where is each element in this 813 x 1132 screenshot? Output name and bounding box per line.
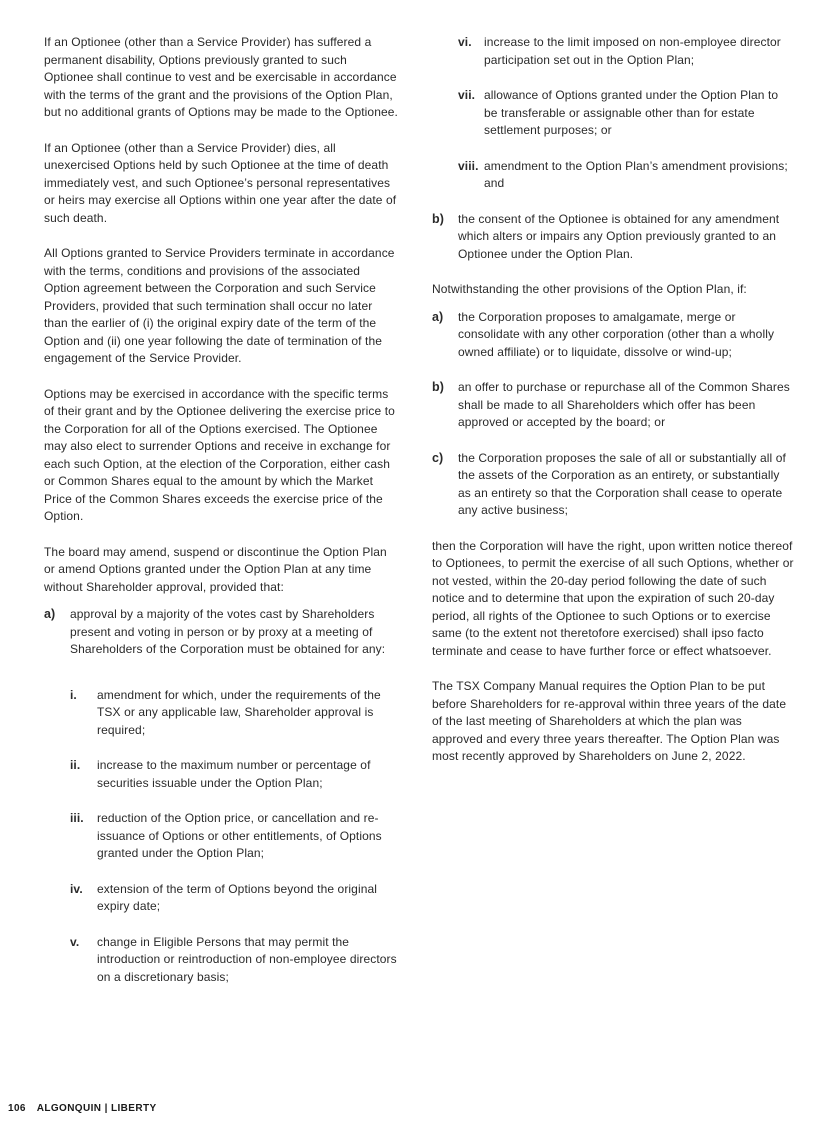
condition-item-a xyxy=(432,309,794,362)
paragraph-then: then the Corporation will have the right, upon written notice thereof to Optionees, to permit the exercise of all such Options, whether or not vested, within the 20-day period following the date of such notice and to determine that upon the expiration of such 20-day period, all rights of the Optionee to such Options or to exercise same (to the extent not theretofore exercised) shall ipso facto terminate and cease to have further force or effect whatsoever. xyxy=(432,538,794,658)
paragraph-service-providers: All Options granted to Service Providers terminate in accordance with the terms, conditions and provisions of the associated Option agreement between the Corporation and such Service Providers, provided that such termination shall occur no later than the earlier of (i) the original expiry date of the term of the Option and (ii) one year following the date of termination of the engagement of the Service Provider. xyxy=(44,246,395,365)
paragraph-notwithstanding: Notwithstanding the other provisions of the Option Plan, if: xyxy=(432,282,747,296)
paragraph-exercise: Options may be exercised in accordance with the specific terms of their grant and by the Optionee delivering the exercise price to the Corporation for all of the Options exercised. The Optionee may also elect to surrender Options and receive in exchange for each such Option, at the election of the Corporation, either cash or Common Shares equal to the amount by which the Market Price of the Common Shares exceeds the exercise price of the Option. xyxy=(44,386,395,523)
page-number: 106 xyxy=(8,1103,26,1114)
sub-item-marker: i. xyxy=(70,687,77,702)
list-marker: b) xyxy=(432,211,444,226)
condition-item-c xyxy=(432,450,794,520)
sub-item-text: increase to the limit imposed on non-employee director participation set out in the Option Plan; xyxy=(484,35,781,67)
sub-item-i xyxy=(70,687,399,740)
sub-item-marker: iii. xyxy=(70,811,84,825)
condition-text: the Corporation proposes the sale of all or substantially all of the assets of the Corporation as an entirety, or substantially as an entirety so that the Corporation shall cease to operate any active business; xyxy=(458,450,786,517)
footer-brand: ALGONQUIN | LIBERTY xyxy=(36,1103,157,1114)
condition-text: the Corporation proposes to amalgamate, merge or consolidate with any other corporation (other than a wholly owned affiliate) or to liquidate, dissolve or wind-up; xyxy=(458,309,775,359)
paragraph-tsx: The TSX Company Manual requires the Option Plan to be put before Shareholders for re-approval within three years of the date of the last meeting of Shareholders at which the plan was approved and every three years thereafter. The Option Plan was most recently approved by Shareholders on June 2, 2022. xyxy=(432,679,787,763)
sub-item-text: extension of the term of Options beyond the original expiry date; xyxy=(97,881,378,913)
list-item-text: approval by a majority of the votes cast by Shareholders present and voting in person or by proxy at a meeting of Shareholders of the Corporation must be obtained for any: xyxy=(70,607,386,656)
condition-marker: c) xyxy=(432,450,444,465)
sub-item-marker: iv. xyxy=(70,881,83,896)
sub-item-marker: ii. xyxy=(70,758,81,772)
sub-item-marker: vii. xyxy=(458,88,476,102)
condition-marker: a) xyxy=(432,309,444,324)
sub-item-text: allowance of Options granted under the Option Plan to be transferable or assignable other than for estate settlement purposes; or xyxy=(484,88,779,137)
sub-item-text: amendment for which, under the requirements of the TSX or any applicable law, Shareholder approval is required; xyxy=(97,687,381,737)
condition-item-b xyxy=(432,379,794,432)
sub-item-vi xyxy=(458,34,794,69)
condition-text: an offer to purchase or repurchase all of the Common Shares shall be made to all Shareholders which offer has been approved or accepted by the board; or xyxy=(458,380,790,429)
sub-item-viii xyxy=(458,158,794,193)
sub-item-marker: viii. xyxy=(458,158,479,173)
sub-item-iii xyxy=(70,810,399,863)
sub-item-text: reduction of the Option price, or cancellation and re-issuance of Options or other entitlements, of Options granted under the Option Plan; xyxy=(97,811,382,860)
list-item-a xyxy=(44,606,399,669)
paragraph-disability: If an Optionee (other than a Service Provider) has suffered a permanent disability, Options previously granted to such Optionee shall continue to vest and be exercisable in accordance with the terms of the grant and the provisions of the Option Plan, but no additional grants of Options may be made to the Optionee. xyxy=(44,35,398,119)
sub-item-ii xyxy=(70,757,399,792)
paragraph-amendment: The board may amend, suspend or discontinue the Option Plan or amend Options granted under the Option Plan at any time without Shareholder approval, provided that: xyxy=(44,544,387,594)
sub-item-text: change in Eligible Persons that may permit the introduction or reintroduction of non-employee directors on a discretionary basis; xyxy=(97,934,397,984)
sub-item-v xyxy=(70,934,399,987)
list-item-text: the consent of the Optionee is obtained for any amendment which alters or impairs any Option previously granted to an Optionee under the Option Plan. xyxy=(458,211,780,261)
sub-item-iv xyxy=(70,881,399,916)
sub-item-marker: v. xyxy=(70,934,80,949)
sub-item-text: increase to the maximum number or percentage of securities issuable under the Option Plan; xyxy=(97,758,371,790)
left-column xyxy=(44,34,399,986)
sub-item-text: amendment to the Option Plan’s amendment provisions; and xyxy=(484,158,788,190)
sub-item-marker: vi. xyxy=(458,35,472,49)
condition-marker: b) xyxy=(432,380,444,394)
list-item-b xyxy=(432,211,794,264)
right-column xyxy=(432,34,794,784)
sub-item-vii xyxy=(458,87,794,140)
page-footer xyxy=(8,1103,165,1114)
paragraph-death: If an Optionee (other than a Service Provider) dies, all unexercised Options held by such Optionee at the time of death immediately vest, and such Optionee’s personal representatives or heirs may exercise all Options within one year after the date of such death. xyxy=(44,140,397,225)
list-marker: a) xyxy=(44,607,56,621)
